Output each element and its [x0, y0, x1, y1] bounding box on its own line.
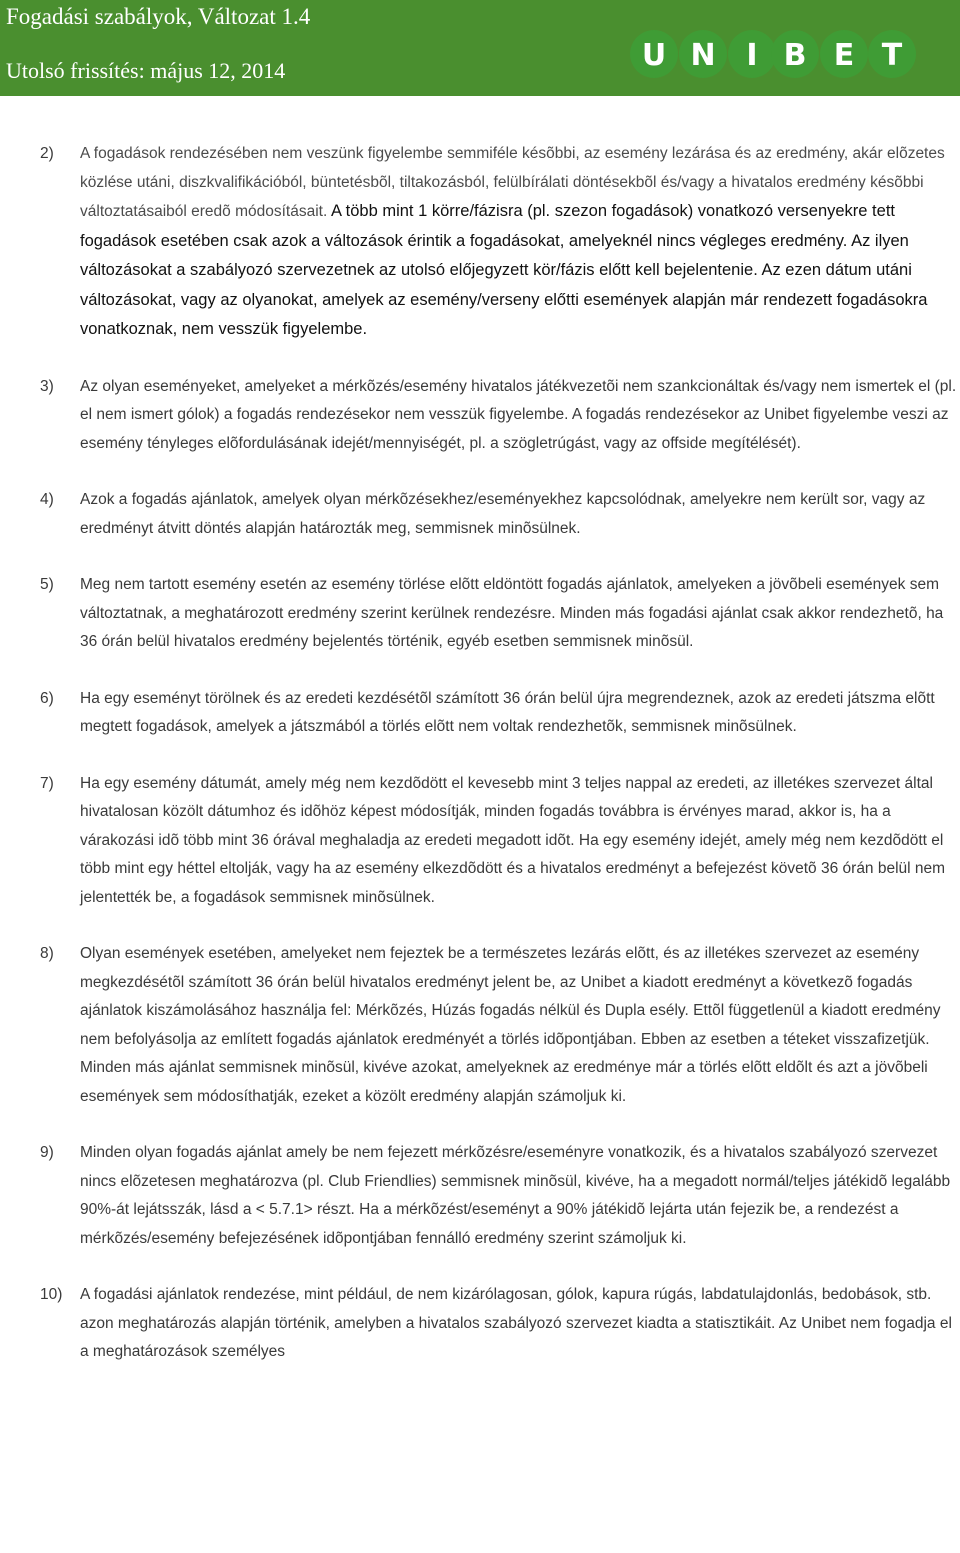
- rule-number: 7): [40, 774, 54, 792]
- rule-item-10: [40, 1281, 960, 1367]
- rule-item-6: [40, 685, 960, 742]
- document-title: Fogadási szabályok, Változat 1.4: [6, 4, 311, 29]
- rule-text: A fogadási ajánlatok rendezése, mint például, de nem kizárólagosan, gólok, kapura rúgás, labdatulajdonlás, bedobások, stb. azon meghatározás alapján történik, amelyben a hivatalos szabályozó szervezet kiadta a statisztikáit. Az Unibet nem fogadja el a meghatározások személyes: [80, 1286, 952, 1360]
- last-updated: Utolsó frissítés: május 12, 2014: [6, 58, 286, 83]
- rule-number: 6): [40, 689, 54, 707]
- rule-number: 8): [40, 945, 54, 962]
- rule-number: 9): [40, 1144, 54, 1161]
- rule-text: Azok a fogadás ajánlatok, amelyek olyan mérkõzésekhez/eseményekhez kapcsolódnak, amelyekre nem került sor, vagy az eredményt átvitt döntés alapján határozták meg, semmisnek minõsülnek.: [80, 491, 926, 537]
- rule-item-7: [40, 770, 960, 913]
- svg-text:T: T: [881, 38, 903, 73]
- unibet-logo: [628, 28, 918, 80]
- rule-item-5: [40, 571, 960, 657]
- rule-number: 4): [40, 491, 54, 508]
- rule-number: 10): [40, 1286, 63, 1303]
- rule-item-9: [40, 1139, 960, 1253]
- rule-text: Az olyan eseményeket, amelyeket a mérkõzés/esemény hivatalos játékvezetõi nem szankcionáltak és/vagy nem ismertek el (pl. el nem ismert gólok) a fogadás rendezésekor nem vesszük figyelembe. A fogadás rendezésekor az Unibet figyelembe veszi az esemény tényleges elõfordulásának idejét/mennyiségét, pl. a szögletrúgást, vagy az offside megítélését).: [80, 377, 957, 452]
- svg-text:U: U: [641, 38, 667, 73]
- rule-text: Ha egy eseményt törölnek és az eredeti kezdésétõl számított 36 órán belül újra megrendeznek, azok az eredeti játszma elõtt megtett fogadások, amelyek a játszmából a törlés elõtt nem voltak rendezhetõk, semmisnek minõsülnek.: [80, 689, 935, 735]
- svg-text:N: N: [690, 38, 716, 73]
- rule-text: Ha egy esemény dátumát, amely még nem kezdõdött el kevesebb mint 3 teljes nappal az eredeti, az illetékes szervezet által hivatalosan közölt dátumhoz és idõhöz képest módosítják, minden fogadás továbbra is érvényes marad, akkor is, ha a várakozási idõ több mint 36 órával meghaladja az eredeti megadott idõt. Ha egy esemény idejét, amely még nem kezdõdött el több mint egy héttel eltolják, vagy ha az esemény elkezdõdött és a hivatalos eredményt a befejezést követõ 36 órán belül nem jelentették be, a fogadások semmisnek minõsülnek.: [80, 774, 946, 906]
- rule-number: 2): [40, 145, 54, 162]
- rule-number: 3): [40, 377, 54, 395]
- rule-item-4: [40, 486, 960, 543]
- rule-text: Olyan események esetében, amelyeket nem fejeztek be a természetes lezárás elõtt, és az illetékes szervezet az esemény megkezdésétõl számított 36 órán belül hivatalos eredményt jelent be, az Unibet a kiadott eredményt a következõ fogadás ajánlatok kiszámolásához használja fel: Mérkõzés, Húzás fogadás nélkül és Dupla esély. Ettõl függetlenül a kiadott eredmény nem befolyásolja az említett fogadás ajánlatok eredményét a törlés idõpontjában. Ebben az esetben a téteket visszafizetjük. Minden más ajánlat semmisnek minõsül, kivéve azokat, amelyeknek az eredménye már a törlés elõtt eldõlt és azt a jövõbeli események sem módosíthatják, ezeket a közölt eredmény alapján számoljuk ki.: [80, 945, 941, 1105]
- rule-text: Minden olyan fogadás ajánlat amely be nem fejezett mérkõzésre/eseményre vonatkozik, és a hivatalos szabályozó szervezet nincs elõzetesen meghatározva (pl. Club Friendlies) semmisnek minõsül, kivéve, ha a megadott normál/teljes játékidõ legalább 90%-át lejátsszák, lásd a < 5.7.1> részt. Ha a mérkõzést/eseményt a 90% játékidõ lejárta után fejezik be, a rendezést a mérkõzés/esemény befejezésének idõpontjában fennálló eredmény szerint számoljuk ki.: [80, 1144, 951, 1247]
- rule-item-2: [40, 140, 960, 345]
- svg-text:B: B: [783, 38, 807, 73]
- svg-text:I: I: [746, 38, 758, 73]
- rule-number: 5): [40, 576, 54, 593]
- rule-item-8: [40, 940, 960, 1111]
- rules-list: [40, 140, 960, 1395]
- rule-text-part-a: A fogadások rendezésében nem veszünk figyelembe semmiféle késõbbi, az esemény lezárása és az eredmény, akár elõzetes közlése utáni, diszkvalifikációból, büntetésbõl, tiltakozásból, felülbírálati döntésekbõl és/vagy a hivatalos eredmény késõbbi változtatásaiból eredõ módosításait.: [80, 145, 945, 220]
- rule-text-part-b: A több mint 1 körre/fázisra (pl. szezon fogadások) vonatkozó versenyekre tett fogadások esetében csak azok a változások érintik a fogadásokat, amelyeknél nincs végleges eredmény. Az ilyen változásokat a szabályozó szervezetnek az utolsó előjegyzett kör/fázis előtt kell bejelentenie. Az ezen dátum utáni változásokat, vagy az olyanokat, amelyek az esemény/verseny előtti események alapján már rendezett fogadásokra vonatkoznak, nem vesszük figyelembe.: [80, 202, 928, 338]
- rule-item-3: [40, 373, 960, 459]
- rule-text: Meg nem tartott esemény esetén az esemény törlése elõtt eldöntött fogadás ajánlatok, amelyeken a jövõbeli események sem változtatnak, a meghatározott eredmény szerint kerülnek rendezésre. Minden más fogadási ajánlat csak akkor rendezhetõ, ha 36 órán belül hivatalos eredmény bejelentés történik, egyéb esetben semmisnek minõsül.: [80, 576, 944, 650]
- svg-text:E: E: [833, 38, 855, 73]
